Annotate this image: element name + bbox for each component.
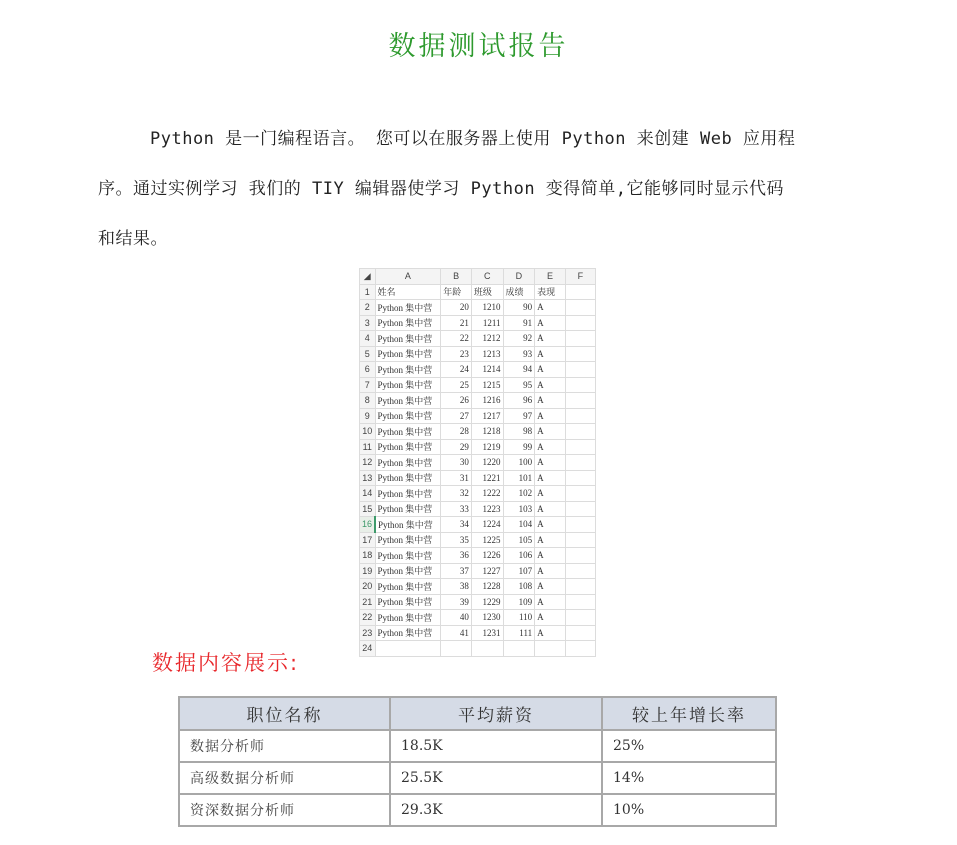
cell-name: Python 集中营	[375, 579, 441, 595]
cell-age: 31	[441, 470, 472, 486]
cell-f	[565, 408, 595, 424]
cell-class: 1219	[471, 439, 503, 455]
cell-age: 23	[441, 346, 472, 362]
cell-age: 24	[441, 362, 472, 378]
cell-score: 109	[503, 594, 535, 610]
cell-score-header: 成绩	[503, 284, 535, 300]
column-header-row	[360, 269, 596, 285]
salary-table	[178, 696, 777, 827]
column-header-a: A	[375, 269, 441, 285]
cell-class: 1210	[471, 300, 503, 316]
cell-f	[565, 641, 595, 657]
cell-f	[565, 362, 595, 378]
cell-name: Python 集中营	[375, 563, 441, 579]
cell-name: Python 集中营	[375, 532, 441, 548]
cell-age: 35	[441, 532, 472, 548]
cell-performance: A	[535, 300, 566, 316]
cell-f	[565, 377, 595, 393]
sheet-row	[360, 377, 596, 393]
column-header-b: B	[441, 269, 472, 285]
cell-score: 93	[503, 346, 535, 362]
cell-age: 28	[441, 424, 472, 440]
cell-performance: A	[535, 346, 566, 362]
cell-score: 99	[503, 439, 535, 455]
cell-name: Python 集中营	[375, 300, 441, 316]
sheet-row	[360, 362, 596, 378]
sheet-row	[360, 408, 596, 424]
cell-name: Python 集中营	[375, 625, 441, 641]
cell-score: 94	[503, 362, 535, 378]
cell-age: 27	[441, 408, 472, 424]
cell-age: 26	[441, 393, 472, 409]
cell-performance: A	[535, 424, 566, 440]
cell-f	[565, 470, 595, 486]
cell-name: Python 集中营	[375, 439, 441, 455]
row-number: 21	[360, 594, 376, 610]
cell-score: 104	[503, 517, 535, 533]
column-header-d: D	[503, 269, 535, 285]
select-all-corner-icon: ◢	[360, 269, 376, 285]
document-title: 数据测试报告	[388, 31, 569, 62]
cell-score: 91	[503, 315, 535, 331]
cell-performance: A	[535, 594, 566, 610]
table-row	[179, 794, 776, 826]
cell-name-header: 姓名	[375, 284, 441, 300]
cell-growth-rate: 14%	[602, 762, 776, 794]
cell-avg-salary: 18.5K	[390, 730, 602, 762]
cell-name: Python 集中营	[375, 331, 441, 347]
sheet-row	[360, 439, 596, 455]
cell-age: 41	[441, 625, 472, 641]
cell-f	[565, 594, 595, 610]
sheet-row	[360, 486, 596, 502]
cell-performance: A	[535, 517, 566, 533]
cell-age: 21	[441, 315, 472, 331]
sheet-row	[360, 641, 596, 657]
cell-name: Python 集中营	[375, 455, 441, 471]
cell-f-header	[565, 284, 595, 300]
cell-job-title: 资深数据分析师	[179, 794, 390, 826]
sheet-row	[360, 625, 596, 641]
cell-name: Python 集中营	[375, 393, 441, 409]
column-header-f: F	[565, 269, 595, 285]
cell-score	[503, 641, 535, 657]
cell-score: 92	[503, 331, 535, 347]
row-number: 2	[360, 300, 376, 316]
section-heading: 数据内容展示:	[152, 651, 300, 675]
cell-score: 100	[503, 455, 535, 471]
cell-performance: A	[535, 408, 566, 424]
row-number: 19	[360, 563, 376, 579]
cell-performance: A	[535, 548, 566, 564]
cell-score: 102	[503, 486, 535, 502]
cell-f	[565, 331, 595, 347]
cell-name: Python 集中营	[375, 594, 441, 610]
cell-name: Python 集中营	[375, 610, 441, 626]
row-number: 22	[360, 610, 376, 626]
cell-score: 110	[503, 610, 535, 626]
cell-f	[565, 455, 595, 471]
sheet-row	[360, 300, 596, 316]
cell-growth-rate: 10%	[602, 794, 776, 826]
sheet-row	[360, 517, 596, 533]
cell-class: 1211	[471, 315, 503, 331]
cell-age: 29	[441, 439, 472, 455]
cell-performance: A	[535, 331, 566, 347]
sheet-row	[360, 548, 596, 564]
cell-age: 40	[441, 610, 472, 626]
sheet-row	[360, 331, 596, 347]
sheet-row	[360, 594, 596, 610]
cell-f	[565, 548, 595, 564]
cell-f	[565, 393, 595, 409]
cell-score: 96	[503, 393, 535, 409]
cell-performance: A	[535, 439, 566, 455]
table-row	[179, 730, 776, 762]
cell-name: Python 集中营	[375, 486, 441, 502]
row-number: 8	[360, 393, 376, 409]
cell-f	[565, 625, 595, 641]
column-header-e: E	[535, 269, 566, 285]
table-row	[179, 762, 776, 794]
cell-age: 25	[441, 377, 472, 393]
cell-class: 1225	[471, 532, 503, 548]
cell-name: Python 集中营	[375, 517, 441, 533]
row-number: 18	[360, 548, 376, 564]
cell-f	[565, 563, 595, 579]
row-number: 3	[360, 315, 376, 331]
cell-score: 101	[503, 470, 535, 486]
cell-performance: A	[535, 579, 566, 595]
sheet-row	[360, 455, 596, 471]
cell-class: 1216	[471, 393, 503, 409]
cell-f	[565, 424, 595, 440]
cell-age: 39	[441, 594, 472, 610]
cell-age: 30	[441, 455, 472, 471]
row-number: 5	[360, 346, 376, 362]
row-number: 7	[360, 377, 376, 393]
cell-name: Python 集中营	[375, 346, 441, 362]
cell-name: Python 集中营	[375, 501, 441, 517]
header-growth-rate: 较上年增长率	[602, 697, 776, 730]
row-number: 16	[360, 517, 376, 533]
row-number: 1	[360, 284, 376, 300]
header-avg-salary: 平均薪资	[390, 697, 602, 730]
paragraph-line-1: Python 是一门编程语言。 您可以在服务器上使用 Python 来创建 Web 应用程	[150, 129, 796, 149]
cell-class-header: 班级	[471, 284, 503, 300]
sheet-row	[360, 470, 596, 486]
cell-avg-salary: 29.3K	[390, 794, 602, 826]
cell-performance: A	[535, 625, 566, 641]
cell-f	[565, 486, 595, 502]
cell-name: Python 集中营	[375, 424, 441, 440]
cell-name: Python 集中营	[375, 470, 441, 486]
cell-class: 1214	[471, 362, 503, 378]
cell-f	[565, 501, 595, 517]
sheet-row	[360, 346, 596, 362]
cell-class: 1223	[471, 501, 503, 517]
cell-performance: A	[535, 486, 566, 502]
row-number: 12	[360, 455, 376, 471]
row-number: 20	[360, 579, 376, 595]
cell-age: 20	[441, 300, 472, 316]
cell-class: 1213	[471, 346, 503, 362]
row-number: 4	[360, 331, 376, 347]
cell-f	[565, 315, 595, 331]
row-number: 23	[360, 625, 376, 641]
cell-performance	[535, 641, 566, 657]
row-number: 10	[360, 424, 376, 440]
intro-paragraph	[98, 114, 858, 264]
sheet-row	[360, 532, 596, 548]
cell-class: 1221	[471, 470, 503, 486]
header-job-title: 职位名称	[179, 697, 390, 730]
cell-job-title: 数据分析师	[179, 730, 390, 762]
cell-f	[565, 517, 595, 533]
cell-age-header: 年龄	[441, 284, 472, 300]
sheet-row	[360, 393, 596, 409]
cell-age	[441, 641, 472, 657]
cell-score: 97	[503, 408, 535, 424]
cell-growth-rate: 25%	[602, 730, 776, 762]
cell-performance: A	[535, 377, 566, 393]
cell-age: 22	[441, 331, 472, 347]
sheet-row	[360, 610, 596, 626]
sheet-header-row	[360, 284, 596, 300]
spreadsheet-screenshot	[359, 268, 596, 654]
cell-name: Python 集中营	[375, 315, 441, 331]
cell-class: 1227	[471, 563, 503, 579]
cell-name: Python 集中营	[375, 362, 441, 378]
salary-table-header-row	[179, 697, 776, 730]
sheet-row	[360, 501, 596, 517]
cell-class: 1230	[471, 610, 503, 626]
cell-performance: A	[535, 610, 566, 626]
row-number: 6	[360, 362, 376, 378]
cell-f	[565, 610, 595, 626]
cell-score: 98	[503, 424, 535, 440]
cell-performance: A	[535, 563, 566, 579]
cell-avg-salary: 25.5K	[390, 762, 602, 794]
sheet-row	[360, 315, 596, 331]
cell-name: Python 集中营	[375, 408, 441, 424]
cell-score: 105	[503, 532, 535, 548]
paragraph-line-2: 序。通过实例学习 我们的 TIY 编辑器使学习 Python 变得简单,它能够同时显示代码	[98, 179, 785, 199]
cell-performance: A	[535, 362, 566, 378]
cell-age: 36	[441, 548, 472, 564]
row-number: 24	[360, 641, 376, 657]
cell-age: 32	[441, 486, 472, 502]
column-header-c: C	[471, 269, 503, 285]
cell-performance: A	[535, 393, 566, 409]
cell-class: 1220	[471, 455, 503, 471]
cell-f	[565, 532, 595, 548]
row-number: 15	[360, 501, 376, 517]
row-number: 14	[360, 486, 376, 502]
cell-f	[565, 579, 595, 595]
cell-class: 1222	[471, 486, 503, 502]
cell-performance-header: 表现	[535, 284, 566, 300]
cell-score: 95	[503, 377, 535, 393]
cell-class	[471, 641, 503, 657]
cell-score: 111	[503, 625, 535, 641]
cell-age: 33	[441, 501, 472, 517]
cell-score: 90	[503, 300, 535, 316]
cell-class: 1226	[471, 548, 503, 564]
sheet-row	[360, 424, 596, 440]
row-number: 9	[360, 408, 376, 424]
cell-age: 37	[441, 563, 472, 579]
cell-age: 38	[441, 579, 472, 595]
paragraph-line-3: 和结果。	[98, 229, 168, 249]
cell-score: 107	[503, 563, 535, 579]
cell-f	[565, 346, 595, 362]
cell-performance: A	[535, 532, 566, 548]
cell-score: 106	[503, 548, 535, 564]
cell-score: 108	[503, 579, 535, 595]
cell-class: 1228	[471, 579, 503, 595]
cell-class: 1231	[471, 625, 503, 641]
cell-score: 103	[503, 501, 535, 517]
cell-name: Python 集中营	[375, 377, 441, 393]
row-number: 17	[360, 532, 376, 548]
cell-performance: A	[535, 470, 566, 486]
cell-f	[565, 300, 595, 316]
cell-performance: A	[535, 501, 566, 517]
cell-name: Python 集中营	[375, 548, 441, 564]
row-number: 11	[360, 439, 376, 455]
row-number: 13	[360, 470, 376, 486]
cell-class: 1218	[471, 424, 503, 440]
sheet-row	[360, 579, 596, 595]
cell-job-title: 高级数据分析师	[179, 762, 390, 794]
cell-class: 1229	[471, 594, 503, 610]
cell-performance: A	[535, 315, 566, 331]
cell-class: 1215	[471, 377, 503, 393]
cell-f	[565, 439, 595, 455]
sheet-row	[360, 563, 596, 579]
spreadsheet-grid	[359, 268, 596, 657]
cell-class: 1212	[471, 331, 503, 347]
cell-performance: A	[535, 455, 566, 471]
cell-name	[375, 641, 441, 657]
cell-age: 34	[441, 517, 472, 533]
cell-class: 1224	[471, 517, 503, 533]
cell-class: 1217	[471, 408, 503, 424]
